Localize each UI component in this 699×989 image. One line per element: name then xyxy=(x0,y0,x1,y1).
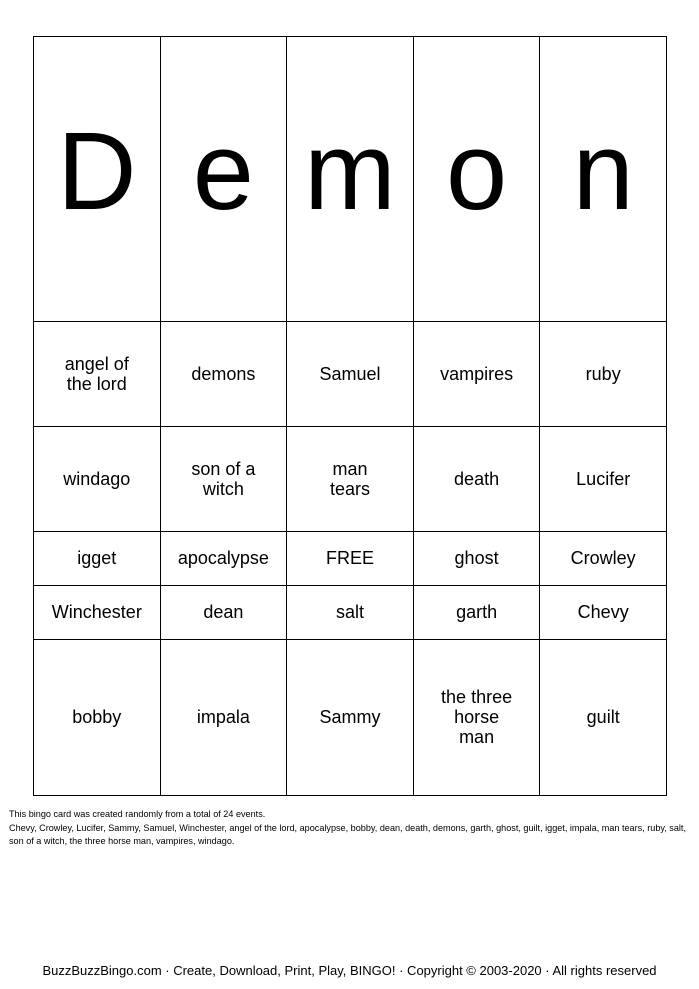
bingo-row xyxy=(34,321,667,426)
bingo-card xyxy=(33,36,667,796)
bingo-cell: angel of the lord xyxy=(34,321,161,426)
bingo-row xyxy=(34,531,667,585)
bingo-row xyxy=(34,639,667,795)
header-cell xyxy=(540,37,667,322)
header-cell xyxy=(413,37,540,322)
bingo-cell: man tears xyxy=(287,426,414,531)
bingo-cell: the three horse man xyxy=(413,639,540,795)
header-letter: m xyxy=(304,109,396,233)
card-info xyxy=(9,808,689,849)
bingo-cell: garth xyxy=(413,585,540,639)
bingo-cell: bobby xyxy=(34,639,161,795)
bingo-cell: Crowley xyxy=(540,531,667,585)
bingo-cell: death xyxy=(413,426,540,531)
header-letter: o xyxy=(445,109,508,233)
bingo-cell: windago xyxy=(34,426,161,531)
bingo-cell: Lucifer xyxy=(540,426,667,531)
bingo-cell: Samuel xyxy=(287,321,414,426)
free-cell: FREE xyxy=(287,531,414,585)
bingo-cell: demons xyxy=(160,321,287,426)
bingo-cell: Winchester xyxy=(34,585,161,639)
bingo-cell: ghost xyxy=(413,531,540,585)
header-letter: n xyxy=(572,109,634,233)
footer-text: BuzzBuzzBingo.com · Create, Download, Print, Play, BINGO! · Copyright © 2003-2020 · All rights reserved xyxy=(42,963,657,978)
bingo-row xyxy=(34,426,667,531)
header-cell xyxy=(34,37,161,322)
header-cell xyxy=(287,37,414,322)
bingo-cell: son of a witch xyxy=(160,426,287,531)
created-note: This bingo card was created randomly from a total of 24 events. xyxy=(9,809,266,819)
header-letter: e xyxy=(192,109,254,233)
bingo-cell: Sammy xyxy=(287,639,414,795)
bingo-cell: igget xyxy=(34,531,161,585)
bingo-cell: Chevy xyxy=(540,585,667,639)
bingo-cell: salt xyxy=(287,585,414,639)
bingo-cell: dean xyxy=(160,585,287,639)
header-row xyxy=(34,37,667,322)
header-letter: D xyxy=(57,109,137,233)
bingo-cell: vampires xyxy=(413,321,540,426)
bingo-cell: guilt xyxy=(540,639,667,795)
bingo-cell: ruby xyxy=(540,321,667,426)
header-cell xyxy=(160,37,287,322)
events-list: Chevy, Crowley, Lucifer, Sammy, Samuel, Winchester, angel of the lord, apocalypse, bobby, dean, death, demons, garth, ghost, guilt, igget, impala, man tears, ruby, salt, son of a witch, the three horse man, vampires, windago. xyxy=(9,822,686,846)
bingo-cell: impala xyxy=(160,639,287,795)
bingo-row xyxy=(34,585,667,639)
bingo-cell: apocalypse xyxy=(160,531,287,585)
